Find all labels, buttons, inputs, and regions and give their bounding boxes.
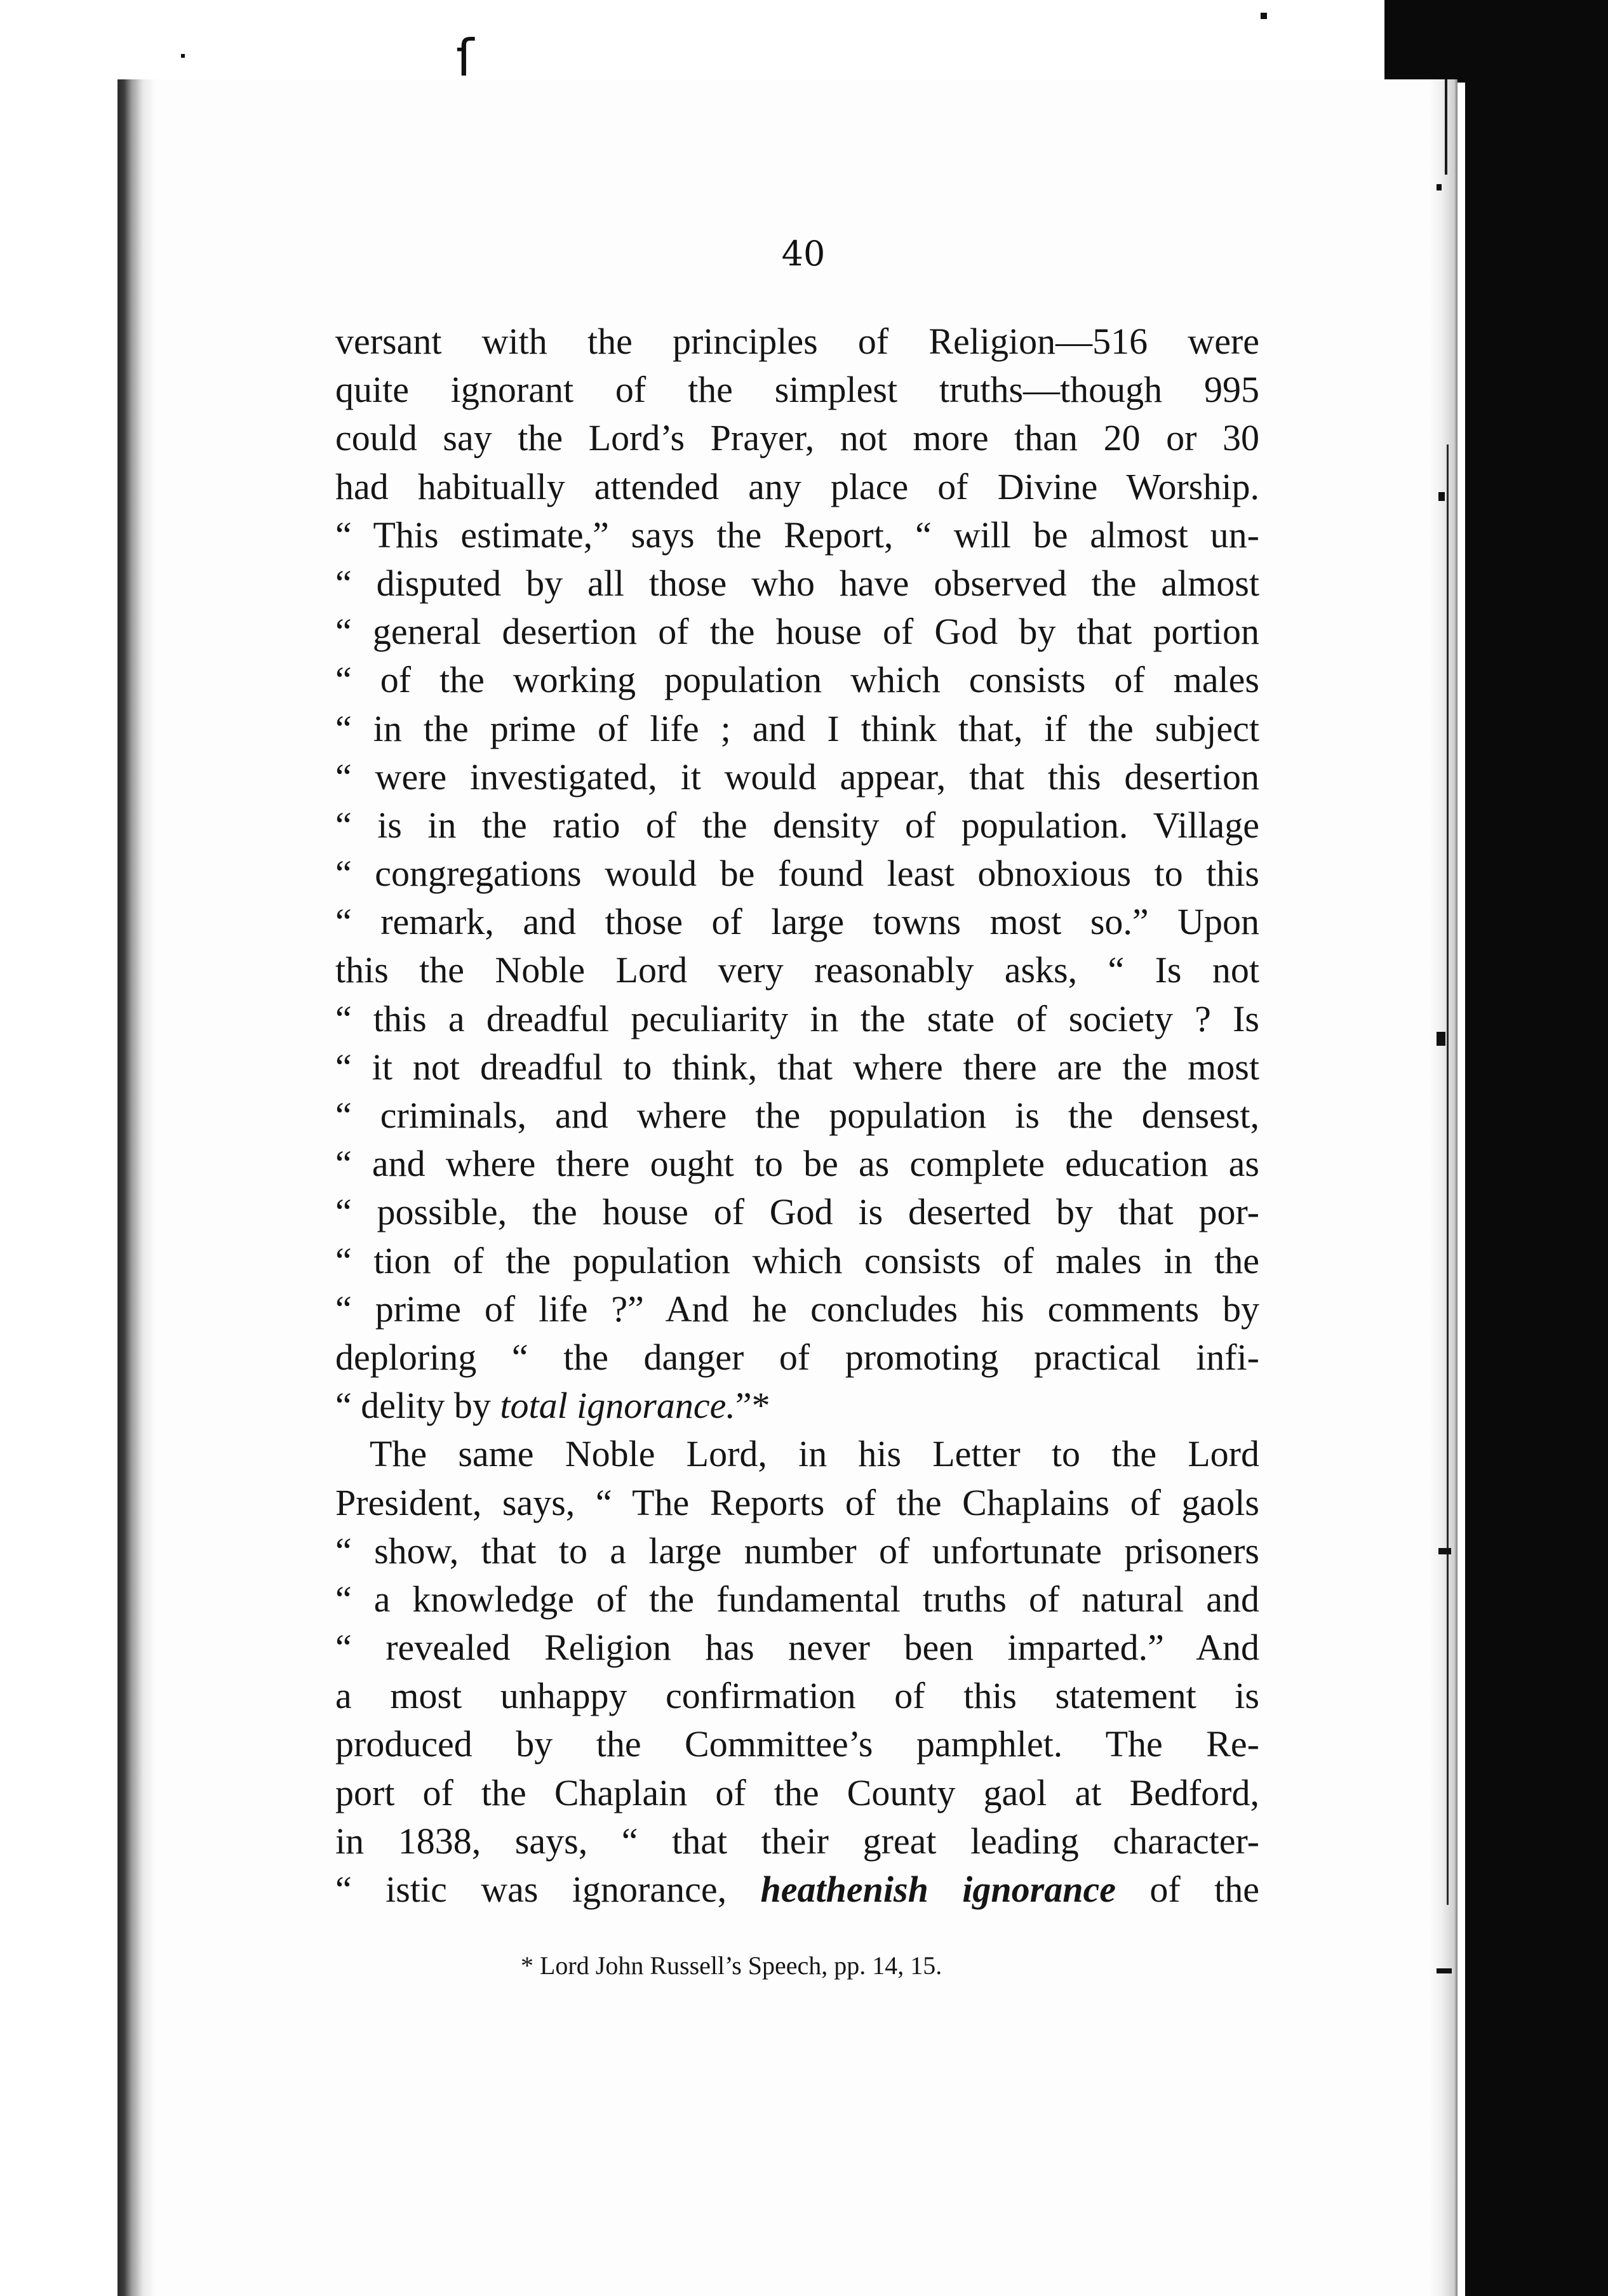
- text-line: quite ignorant of the simplest truths—though 995: [335, 369, 1259, 411]
- text-line: “ possible, the house of God is deserted by that por-: [335, 1191, 1259, 1233]
- italic-phrase: total ignorance.: [500, 1385, 735, 1427]
- text-line: had habitually attended any place of Divine Worship.: [335, 465, 1259, 507]
- paragraph-start-line: The same Noble Lord, in his Letter to the Lord: [370, 1433, 1259, 1475]
- text-line: “ This estimate,” says the Report, “ will be almost un-: [335, 514, 1259, 556]
- scan-mark: ſ: [456, 29, 474, 88]
- page-number: 40: [781, 234, 826, 274]
- text-fragment: of the: [1115, 1869, 1259, 1910]
- edge-mark: [1445, 79, 1447, 175]
- text-line: President, says, “ The Reports of the Chaplains of gaols: [335, 1481, 1259, 1523]
- scan-speck: [1438, 1548, 1451, 1554]
- text-line: “ criminals, and where the population is the densest,: [335, 1095, 1259, 1136]
- text-line: this the Noble Lord very reasonably asks, “ Is not: [335, 949, 1259, 991]
- text-line: “ revealed Religion has never been imparted.” And: [335, 1627, 1259, 1669]
- scan-speck: [1437, 184, 1442, 190]
- scan-speck: [1437, 1968, 1452, 1973]
- text-line: produced by the Committee’s pamphlet. The Re-: [335, 1723, 1259, 1765]
- text-line: “ this a dreadful peculiarity in the state of society ? Is: [335, 998, 1259, 1039]
- text-line: “ it not dreadful to think, that where there are the most: [335, 1046, 1259, 1088]
- text-line: “ in the prime of life ; and I think that, if the subject: [335, 707, 1259, 749]
- text-line: “ is in the ratio of the density of population. Village: [335, 804, 1259, 846]
- text-line: “ remark, and those of large towns most so.” Upon: [335, 901, 1259, 943]
- text-line: “ general desertion of the house of God by that portion: [335, 611, 1259, 653]
- text-line: in 1838, says, “ that their great leading character-: [335, 1820, 1259, 1862]
- text-line: could say the Lord’s Prayer, not more than 20 or 30: [335, 417, 1259, 459]
- text-line: a most unhappy confirmation of this statement is: [335, 1675, 1259, 1717]
- scan-speck: [1261, 13, 1267, 19]
- text-line: “ prime of life ?” And he concludes his comments by: [335, 1288, 1259, 1330]
- page-edge-right: [1429, 79, 1457, 2296]
- scan-speck: [1438, 492, 1445, 501]
- text-line: versant with the principles of Religion—516 were: [335, 321, 1259, 362]
- text-line: “ congregations would be found least obnoxious to this: [335, 853, 1259, 895]
- text-fragment: “ istic was ignorance,: [335, 1869, 761, 1910]
- body-text: [335, 317, 1259, 1914]
- text-line: “ tion of the population which consists of males in the: [335, 1239, 1259, 1281]
- text-line: “ a knowledge of the fundamental truths of natural and: [335, 1578, 1259, 1620]
- text-line: “ show, that to a large number of unfortunate prisoners: [335, 1530, 1259, 1572]
- text-line: “ and where there ought to be as complete education as: [335, 1143, 1259, 1185]
- text-line: “ of the working population which consists of males: [335, 659, 1259, 701]
- binding-shadow-left: [117, 79, 156, 2296]
- scan-border-right: [1465, 0, 1608, 2296]
- bold-italic-phrase: heathenish ignorance: [760, 1869, 1116, 1910]
- text-line: “ were investigated, it would appear, that this desertion: [335, 756, 1259, 798]
- footnote: * Lord John Russell’s Speech, pp. 14, 15.: [521, 1951, 942, 1980]
- text-line: [335, 1382, 1259, 1430]
- text-line: port of the Chaplain of the County gaol at Bedford,: [335, 1772, 1259, 1813]
- edge-mark: [1447, 444, 1449, 1905]
- scan-speck: [181, 54, 185, 58]
- text-fragment: “ delity by: [335, 1385, 500, 1427]
- scan-speck: [1437, 1032, 1445, 1046]
- footnote-ref: ”*: [735, 1385, 770, 1427]
- text-line: “ disputed by all those who have observed the almost: [335, 562, 1259, 604]
- text-line: deploring “ the danger of promoting practical infi-: [335, 1336, 1259, 1378]
- text-line: [335, 1866, 1259, 1914]
